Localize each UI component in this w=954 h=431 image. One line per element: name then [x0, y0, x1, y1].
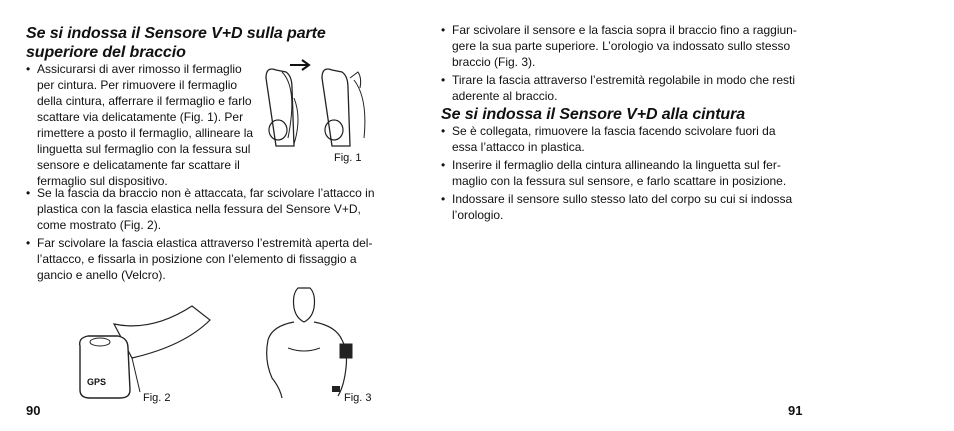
fig1-sensor-clip-illustration [258, 58, 378, 148]
page-number-left: 90 [26, 403, 41, 418]
right-bullet-list-bottom [441, 123, 803, 223]
bullet-text: Assicurarsi di aver rimosso il fermaglio per cintura. Per rimuovere il fermaglio della cintura, afferrare il fermaglio e farlo scattare via delicatamente (Fig. 1). Per rimettere a posto il fermaglio, allineare la linguetta sul fermaglio con la fessura sul sensore e delicatamente far scattare il fermaglio sul dispositivo. [37, 62, 254, 188]
bullet-remove-band [441, 123, 803, 155]
gps-label: GPS [87, 377, 107, 387]
bullet-text: Tirare la fascia attraverso l’estremità regolabile in modo che resti aderente al braccio. [452, 73, 796, 103]
bullet-insert-clip [441, 157, 803, 189]
bullet-text: Far scivolare la fascia elastica attraverso l’estremità aperta del-l’attacco, e fissarla in posizione con l’elemento di fissaggio a gancio e anello (Velcro). [37, 236, 373, 282]
fig3-caption: Fig. 3 [344, 392, 372, 404]
bullet-velcro [26, 235, 386, 283]
bullet-attach-band [26, 185, 386, 233]
arm-section-heading: Se si indossa il Sensore V+D sulla parte superiore del braccio [26, 25, 326, 61]
right-bullet-list-top [441, 22, 803, 104]
bullet-text: Indossare il sensore sullo stesso lato del corpo su cui si indossa l’orologio. [452, 192, 793, 222]
bullet-slide-upper-arm [441, 22, 803, 70]
right-page [441, 0, 954, 431]
left-bullet-list-2 [26, 185, 386, 283]
bullet-text: Se la fascia da braccio non è attaccata, far scivolare l’attacco in plastica con la fascia elastica nella fessura del Sensore V+D, come mostrato (Fig. 2). [37, 186, 375, 232]
bullet-text: Se è collegata, rimuovere la fascia facendo scivolare fuori da essa l’attacco in plastica. [452, 124, 776, 154]
bullet-text: Far scivolare il sensore e la fascia sopra il braccio fino a raggiun-gere la sua parte superiore. L’orologio va indossato sullo stesso braccio (Fig. 3). [452, 23, 797, 69]
fig3-person-wearing-sensor-illustration [258, 288, 368, 408]
bullet-tighten-band [441, 72, 803, 104]
page-number-right: 91 [788, 403, 803, 418]
bullet-text: Inserire il fermaglio della cintura allineando la linguetta sul fer-maglio con la fessura sul sensore, e farlo scattare in posizione. [452, 158, 787, 188]
belt-section-heading: Se si indossa il Sensore V+D alla cintura [441, 106, 746, 123]
arrow-right-icon [288, 58, 312, 72]
bullet-wear-same-side [441, 191, 803, 223]
fig2-caption: Fig. 2 [143, 392, 171, 404]
bullet-clip-removal [26, 61, 262, 189]
fig1-caption: Fig. 1 [334, 152, 362, 164]
